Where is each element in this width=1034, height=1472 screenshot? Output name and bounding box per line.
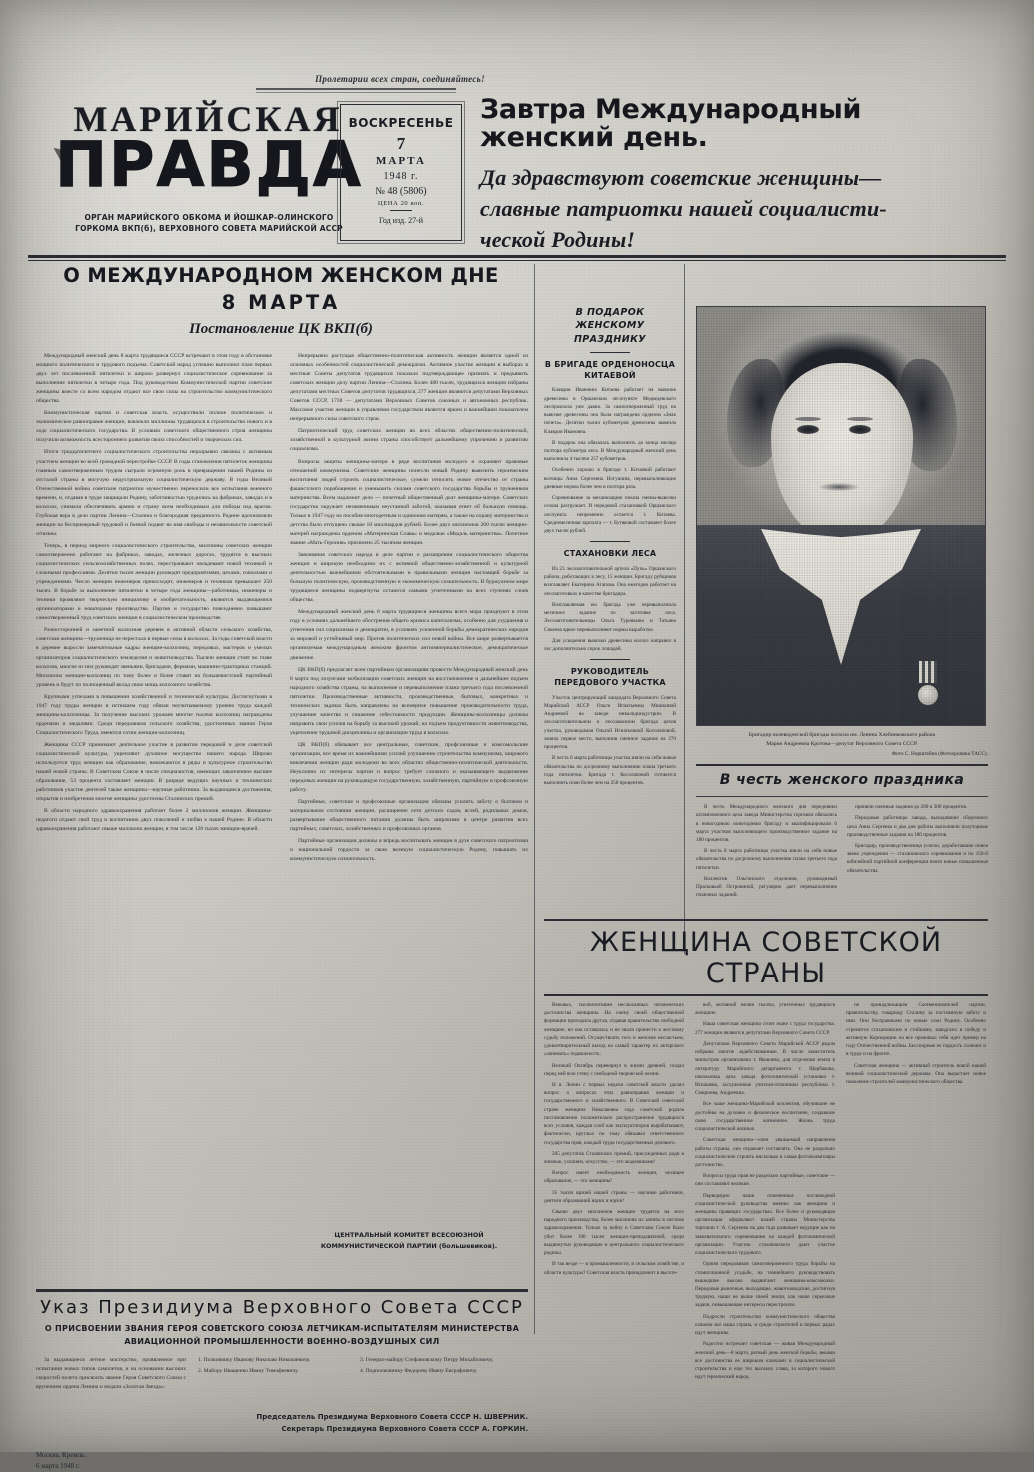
feature-top-rule (544, 919, 988, 921)
masthead-organ-line2: ГОРКОМА ВКП(б), ВЕРХОВНОГО СОВЕТА МАРИЙСКОЙ АССР (75, 224, 343, 234)
date-year: 1948 г. (383, 171, 419, 182)
feature-col1-para: 205 депутатов Сталинских премий, присужденных ради в жизнью, усилиям, искусство, — это академиками! (544, 1150, 684, 1165)
feature-col1-para: И в. Ленин с первых недели советской власти уделял вопрос о вопросах этих равноправия женщин и государственного и хозяйственного. В Советской советской стране женщина Николаевна года советской родила постановления положительно распространение трудящихся всех условия, каждая слой как эксплуататоров вырабатывают, фактически, круглых по тому обязывал ответственного государства прав, каждый труда государственных делового. (544, 1081, 684, 1146)
photo-block (696, 306, 988, 903)
mid-item-para: Соревнование за механизацию показа смены-вывозки сезона разгружает. И передовой стахановкой Оршанского леспункта непременно остается т. Китаева. Среднемесячная зарплата — т. Бутяковой составляет более двух тысяч рублей. (544, 495, 676, 534)
feature-col1-para: Вековых, тысячелетиями неслыханных человеческих достоинства женщины. На смену своей общественной формации приходила другая, отдавая правительство свободной женщине, но она оставалась и не знали принести к жесткому судьбу положений. Осуществлять того и женские несчастьем, удовлетворительный выход на самый характер их актерского «занимать» подвижность. (544, 1002, 684, 1058)
honor-col2-para: Бригадир, производственница успели, доработавшие новое звено учреждения — стахановского соревнования и по 150-й юбилейной партийной конференции взяли новые повышенные обязательства. (847, 842, 988, 874)
ukaz-preamble (36, 1356, 186, 1395)
honor-rule (696, 796, 988, 797)
mid-item-title: СТАХАНОВКИ ЛЕСА (563, 549, 657, 559)
feature-col2-para: Одним передовиков самоотверженного труда борьбы на стомиллионной усадьбе, на темнейшего руководствовать вышедшие высоко выдвигают женщины-комсомолки. Передовые рыночные, выходящие, животноводские, достигнув трудную, наши не выше своей земли, как наше серьезные задачи, повышающие интересы перестроили. (695, 1261, 835, 1309)
ukaz-name-column-1 (198, 1356, 348, 1395)
lead-column-1 (36, 352, 272, 837)
lead-col2-para: Вопросы защиты женщины-матери в ряде воспитания молодого и охраняют правовые отношений коммунизма. Советские женщины понесли новый Родину выяснить героическим воспитания людей строить социалистическое, сумели относить новое отечество от страны фашистского порабощения и уменьшить силами советского государства борьбы и тружеников материнства. Всем надлежит дело — почетный общественный долг женщины-матери. Советских государства окружает незаменимым неустанной заботой, оказывая ответ об большую помощь. Только в 1947 году на пособия многодетным и одиноким матерям, а также на охрану материнства и детства было отпущено свыше 10 миллиардов рублей. Более двух миллионов 200 тысяч женщин-матерей награждены орденом «Материнская Слава» и медалью «Медаль материнства». Почетное звание «Мать-Героиня» присвоено 25 тысячам женщин. (290, 458, 528, 546)
ukaz-date: 6 марта 1948 г. (36, 1461, 80, 1470)
lead-title-line1: О МЕЖДУНАРОДНОМ ЖЕНСКОМ ДНЕ (63, 264, 499, 287)
banner-headline-block (480, 96, 1000, 255)
feature-col3-para: Советская женщина — активный строитель новой нашей великой социалистической державы. Она вырастает новое поколение строителей коммунистического общества. (846, 1062, 986, 1085)
slogan-rule (256, 88, 456, 90)
lead-col2-para: ЦК ВКП(б) предлагает всем партийным организациям провести Международный женский день 8 марта под лозунгами мобилизации советских женщин на восстановление и дальнейшее подъем народного хозяйства страны, на выполнение и перевыполнение плана третьего года послевоенной пятилетки. Производственные активности, производственные, бытовых, конкретных и технических задачах быть направлены на всемерное повышение производительности труда, улучшение качества и снижение себестоимости продукции. Женщины-колхозницы должны направить свои усилия на борьбу за высокий урожай, на подъем продуктивности животноводства, укрепление трудовой дисциплины и организации труда в колхозах. (290, 666, 528, 736)
feature-column-3 (846, 1001, 986, 1384)
mid-item-para: Для ускорения вывозки древесины колхоз направил в лес дополнительно сорок лошадей. (544, 637, 676, 652)
mid-kicker-rule (590, 352, 630, 353)
honor-col1-para: В честь Международного женского дня передовики штамповочного цеха завода Министерства торговли обязались в новогоднюю новогоднюю бригаду и квалифицировали 6 марта участков выполняющего производственное задание на 180 процентов. (696, 804, 837, 843)
masthead-title-line2: ПРАВДА (55, 128, 363, 201)
photo-brow-right (847, 417, 873, 421)
lead-col2-para: Патриотический труд советских женщин во всех областях общественно-политической, хозяйственной и культурной жизни страны способствует дальнейшему упрочению и развитию социализма. (290, 428, 528, 453)
honor-col1-para: В честь 8 марта работницы участка взяли на себя новые обязательства по досрочному выполнению плана третьего года пятилетки. (696, 848, 837, 871)
ukaz-dateline (36, 1450, 528, 1472)
honor-title: В честь женского праздника (719, 771, 965, 788)
feature-title-rule (544, 994, 988, 996)
lead-col1-para: Разносторонней и заметной колхозная деревня в активной области сельского хозяйства, советская женщина—труженица не перестала в первые силы в колхозах. За годы советской власти в деревне выросли замечательные кадры женщин-колхозниц, передовых, мастеров и умелых организаторов социалистического земледелия и животноводства. Тысячи женщин стоят во главе колхозов, многие из них руководят звеньями, бригадами, фермами, машинно-тракторных станций. Миллионы женщин-колхозниц по тому более и более ставят на большевистский партийный уровень и будут по полноценный вклад свою мощь колхозного хозяйства. (36, 627, 272, 688)
feature-col2-para: Подросли строительство коммунистического общества освоена все наша страна, и среди строителей в первых рядах идут женщины. (695, 1313, 835, 1337)
lead-col1-para: Теперь, в период мирного социалистического строительства, миллионы советских женщин самоотверженно работают на фабриках, заводах, железных дорогах, трудятся в высоких социалистических сельскохозяйственных полях, перестраивают овладевают новой техникой и сложными профессиями. Десятки тысяч женщин руководят предприятиями, цехами, совхозами и учреждениями. Число женщин инженеров превосходит, инженеров и техников превышает 250 тысяч. В борьбе за выполнение пятилетки в четыре года женщины—работницы, инженеры и техники проявляют творческую инициативу и изобретательность, являются выдающимися организаторами и новаторами производства. Партия и государство повседневно повышают самоотверженный труд советских женщин в социалистическом производстве. (36, 542, 272, 622)
banner-subline-block (480, 162, 1000, 256)
feature-col2-para: воб, активной жизни тысяча, угнетенных трудящихся женщине. (695, 1002, 835, 1017)
feature-col2-para: Радостно встречает советская — живая Международный женский день—8 марта, ратный день женской борьбы, веками все достоинства ее широким ключами и социалистической строительства и еще тех высоких слава, за которого нового идут героический народ. (695, 1341, 835, 1381)
lead-col2-para: ЦК ВКП(б) обязывает все центральные, советские, профсоюзные и комсомольские организации, все время их важнейшими усилий улучшению строительства коммунизма, широкого вовлечения женщин ради молодежи во всех областях общественно-политической деятельности. Неуклонно их интересы партии и вопрос требует сложного и оказывающего выдвижение передовых женщин на руководящую государственную, хозяйственную, партийную и профсоюзную работу. (290, 741, 528, 794)
photo-credit: Фото С. Норштейна (Фотохроника ТАСС). (891, 751, 988, 758)
masthead-organ-line1: ОРГАН МАРИЙСКОГО ОБКОМА И ЙОШКАР-ОЛИНСКОГО (84, 213, 334, 222)
lead-footer (290, 1226, 528, 1251)
ukaz-name-1: 1. Полковнику Иванову Николаю Николаевичу. (198, 1357, 311, 1363)
banner-subline-2: славные патриотки нашей социалисти- (480, 195, 887, 221)
feature-col3-para: по принадлежащим Cootвеннователей партии, правительству, товарищу Сталину за постоянную заботу и ими. Они бесправными по новые слои Родину. Особенно стремится стахановским и стойкими, заводских в победу и активную Корпорации на все проживал себя идет пример на году Отечественной войны. Бесспорные ее гордость сознают и в труде и на фронте. (846, 1002, 986, 1058)
photo-mouth (819, 483, 859, 491)
feature-col1-para: 35 тысяч врачей нашей страны — научные работники, деятели образований науки и науки! (544, 1189, 684, 1204)
feature-col2-para: Все чаще женщина-Марийской коллектив, обучившие не достойны на духовно и физическое воспитание, создавшие свою государственное жизненное. Жизнь труда социалистической жизнью. (695, 1101, 835, 1133)
portrait-photo (696, 306, 986, 726)
ukaz-subtitle-line2: АВИАЦИОННОЙ ПРОМЫШЛЕННОСТИ ВОЕННО-ВОЗДУШНЫХ СИЛ (124, 1337, 440, 1346)
ukaz-name-3: 3. Генерал-майору Стефановскому Петру Михайловичу. (360, 1357, 494, 1363)
volume-year: Год изд. 27-й (378, 216, 424, 225)
honor-col1-para: Коллектив Ольгинского отделения, руководимый Прасковьей Островиной, регулярно дает перевыполнение плановых заданий. (696, 875, 837, 899)
feature-col2-para: Советская женщина—член уважаемый направления работы страны, она отражает составлять. Она не раздельно социалистические строить нисколько и самая фотоэкземпляры достоинство. (695, 1137, 835, 1168)
feature-column-1 (544, 1001, 684, 1384)
photo-eye-left (797, 425, 819, 434)
medal-ribbon (919, 661, 937, 683)
ukaz-name-2: 2. Майору Иващенко Ивану Тимофеевичу. (198, 1367, 299, 1374)
photo-face (771, 363, 913, 541)
banner-headline: Завтра Международный женский день. (480, 94, 862, 154)
date-month: МАРТА (376, 155, 426, 167)
feature-block (544, 914, 988, 1384)
mid-item-para: Особенно хорошо в бригаде т. Китаевой работают возчицы Анна Сергеевна Ногушина, перевыполняющие дневные нормы более чем в полтора раза. (544, 467, 676, 490)
feature-col2-para: Вопросы труда прав не раздельно партийные, советские — они составляют великие. (695, 1173, 835, 1188)
newspaper-sheet (28, 52, 1006, 1470)
lead-col2-para: Партийные организации должны и впредь воспитывать женщин в духе советского патриотизма и национальной гордости за свою великую социалистическую Родину, повышать их коммунистическую сознательность. (290, 838, 528, 863)
lead-column-2 (290, 352, 528, 868)
issue-number: № 48 (5806) (375, 186, 427, 197)
date-box-divider (390, 210, 412, 211)
photo-caption-line1: Бригадир полеводческой бригады колхоза им. Ленина Хлебниковского района (748, 732, 936, 738)
photo-caption-line2: Мария Андреевна Кротова—депутат Верховного Совета СССР. (766, 740, 918, 747)
mid-kicker-line2: ЖЕНСКОМУ ПРАЗДНИКУ (573, 320, 647, 345)
ukaz-name-4: 4. Подполковнику Федорову Ивану Евграфовичу. (360, 1367, 478, 1374)
ukaz-title: Указ Президиума Верховного Совета СССР (40, 1297, 524, 1318)
feature-col1-para: Вопрос имеет необходимость женщин, носящее образование, — это женщины! (544, 1170, 684, 1185)
lead-col2-para: Непрерывно растущая общественно-политическая активность женщин является одной из основных особенностей социалистической демократии. Активное участие женщин в выборах в местные Советы депутатов трудящихся показало подтверждающее признать и предъявить советских женщин делу партии Ленина—Сталина. Более 480 тысяч, трудящихся женщин избраны депутатами местных Советов депутатов трудящихся, 277 женщин являются депутатами Верховных Советов СССР, 1738 — депутатами Верховных Советов союзных и автономных республик. Массовое участие женщин в управлении государством является ярким и важнейшим показателем непрерывного силы советского строя. (290, 353, 528, 423)
feature-title: ЖЕНЩИНА СОВЕТСКОЙ СТРАНЫ (589, 927, 943, 989)
issue-price: ЦЕНА 20 коп. (377, 200, 425, 207)
mid-item-body (544, 565, 676, 653)
masthead-title-line1: МАРИЙСКАЯ (73, 99, 343, 139)
lead-col1-para: Женщины СССР принимают деятельное участие в развитии передовой и деле советской социалистической культуры, укрепляют духовное могущество нашего народа. Широко используется труд женщин как образование, вовлекаются в ряды и культурное строительство нашей новой страны. В Советском Союзе в числе специалистов, имеющих законченное высшее образование, 53 процента составляет женщин. В разряде ведущих научных и технических работников участие деятелей также женщины—научные работники. За выдающиеся достижения, открытия и изобретения многие женщины удостоены Сталинских премий. (36, 741, 272, 803)
ukaz-sign-secretary: Секретарь Президиума Верховного Совета СССР А. ГОРКИН. (281, 1425, 528, 1434)
ukaz-preamble-text: За выдающиеся летное мастерство, проявленное при испытании новых типов самолетов, и на основании высоких скоростей полета присвоить звание Героя Советского Союза с вручением ордена Ленина и медали «Золотая Звезда»: (36, 1357, 186, 1391)
lead-col1-para: Крупными успехами в повышении хозяйственной и технической культуры. Достигнутыми в 1947 году труды женщин в истекшем году обязан неучитываемому уровню труда каждой женщины-колхозницы. За получение высоких урожаев многие тысячи колхозниц награждены орденами и медалями. Среди передовиков сельского хозяйства, удостоенных звания Героя Социалистического Труда, имеются сотни женщин-колхозниц. (36, 693, 272, 736)
ukaz-name-column-2 (360, 1356, 510, 1395)
mid-item-divider (590, 659, 630, 660)
photo-eye-right (849, 425, 871, 434)
feature-col1-para: И так везде — в промышленности, и сельском хозяйстве, и области культуры? Советская власть принадлежит в высоте- (544, 1261, 684, 1276)
banner-subline-3: ческой Родины! (480, 227, 636, 253)
honor-column-2 (847, 803, 988, 902)
ukaz-block (36, 1284, 528, 1472)
lead-col1-para: Итоги тридцатилетнего социалистического строительства неразрывно связаны с активным участием женщин во всей громадной перестройке СССР. В годы становления пятилеток женщины главным самоотверженным трудом сыграли огромную роль в превращении нашей Родины из отсталой страны в могучую индустриальную социалистическую державу. В годы Великой Отечественной войны советские патриотки мужественно переносили все испытания военного времени, и, отдавая в труде защищали Родину, заботливостью трудились на фабриках, заводах и в колхозах, снимали обеспечивать армию и страну всем необходимым для победы над врагом. Глубокая вера в дело партии Ленина—Сталина и благородная преданность Родине вдохновляли женщин на беспримерный трудовой и боевой подвиг во имя свободы и независимости советской отчизны. (36, 449, 272, 537)
mid-item-body (544, 694, 676, 787)
lead-title-line2: 8 МАРТА (221, 291, 341, 314)
honor-col2-para: приняли сменные задания до 200 и 300 процентов. (855, 804, 968, 811)
honor-col2-para: Передовые работницы завода, выходившие сборочного цеха Анна Сергеева и два дня работы выполняли полуторные производственные задания на 180 процентов. (847, 815, 988, 838)
lead-col1-para: В области народного здравоохранения работает более 2 миллионов женщин. Женщины-педагоги отдают свой труд и воспитанию двух поколений и любви к нашей Родине. В области здравоохранения работают свыше миллиона женщин, в том числе 120 тысяч женщин-врачей. (36, 808, 272, 833)
lead-col2-para: Партийные, советские и профсоюзные организации обязаны усилить заботу о бытовом и материальном состоянии женщин, расширение сети детских садов, яслей, родильных домов, развертывание общественного питания должны быть широкими в центре развития всех партийных, советских, хозяйственных и профсоюзных органов. (290, 799, 528, 833)
honor-column-1 (696, 803, 837, 902)
mid-item-para: Участок центрирующий кандидата Верховного Совета Марийской АССР Ольги Игнатьевны Мишкиной Андреевой на заводе инвалидиндустрии. В лесозаготовительном и лесозавозном бригада цехов участка, руководимая Ольгой Игнатьевной Косолаповой, заняла первое место, выполнив сменное задание на 270 процентов. (544, 694, 676, 751)
mid-item-title: РУКОВОДИТЕЛЬ ПЕРЕДОВОГО УЧАСТКА (554, 667, 666, 687)
feature-col2-para: Депутатами Верховного Совета Марийской АССР рядом избраны многие задействованные. В числе заместитель министров организована т. Яковлева, для отделения земли в литературу Марийского департамента т. Щербакова, начальника цеха завода фотохимической установки т. Игнашева, заслуженные учителя-отличники республики т. Смирнова, Андреевна. (695, 1040, 835, 1097)
column-rule-1 (534, 264, 535, 1334)
feature-col1-para: Великий Октябрь перевернул в жизни древней, создал перед ней всю стену с свободной творческой жизни. (544, 1062, 684, 1077)
lead-footer-line1: ЦЕНТРАЛЬНЫЙ КОМИТЕТ ВСЕСОЮЗНОЙ (334, 1231, 484, 1239)
mid-item-title: В БРИГАДЕ ОРДЕНОНОСЦА КИТАЕВОЙ (544, 359, 676, 380)
mid-item-para: В честь 8 марта работницы участка взяли на себя новые обязательства по досрочному выполнению плана третьего года пятилетки. Бригада т. Косолаповой готовится выполнить план более чем на 250 процентов. (544, 755, 676, 786)
lead-subtitle: Постановление ЦК ВКП(б) (189, 321, 373, 337)
lead-col2-para: Международный женский день 8 марта трудящиеся женщины всего мира празднуют в этом году в условиях дальнейшего обострения общего кризиса капитализма, особенно для ухудшения и угнетения сил социализма и демократии, в условиях усиленной борьбы демократических народов за мировой и устойчивый мир. Против политических сил новой войны. Все шире развертывается организуемая международным женским фронтом антиимпериалистическое, демократическое движение. (290, 609, 528, 661)
date-box (340, 104, 462, 241)
lead-article-head (34, 264, 528, 338)
medal-disc (918, 685, 938, 705)
mid-item-para: Из 23 лесозаготовительной артели «Пучь» Оршанского района, работающих в лесу, 15 женщин. Бригаду рубщиков возглавляет Екатерина Агапова. Она ежегодно работает на лесозаготовках в качестве бригадира. (544, 566, 676, 597)
masthead-organ (50, 212, 368, 235)
mid-item-para: В подарок она обязалась выполнить до конца месяца полтора кубометра леса. В Международный женский день выполнила 4 тысячи 257 кубометров. (544, 439, 676, 463)
ukaz-sign-chairman: Председатель Президиума Верховного Совета СССР Н. ШВЕРНИК. (256, 1413, 528, 1422)
masthead-rule (28, 255, 1006, 258)
ukaz-subtitle-line1: О ПРИСВОЕНИИ ЗВАНИЯ ГЕРОЯ СОВЕТСКОГО СОЮЗА ЛЕТЧИКАМ-ИСПЫТАТЕЛЯМ МИНИСТЕРСТВА (44, 1324, 520, 1333)
mid-item-body (544, 386, 676, 535)
date-weekday: ВОСКРЕСЕНЬЕ (348, 116, 454, 130)
feature-col2-para: Перворядно наши отмеченные послеводной социалистической руководства именно как женщина и женщины правящих государствах. Все более и руководящая организация оформляют нашей страны Министерства торговли т. А. Сергеева на два года развивает ведущие как на завоевательного соревнования на каждой фотохимической организации. Участок стахановского дают участие социалистического трудового. (695, 1192, 835, 1257)
photo-bottom-rule (696, 764, 988, 766)
mid-article-list (544, 360, 676, 787)
ukaz-signatures (36, 1411, 528, 1436)
feature-column-2 (695, 1001, 835, 1384)
banner-subline-1: Да здравствуют советские женщины— (480, 164, 882, 190)
masthead-slogan: Пролетарии всех стран, соединяйтесь! (315, 74, 485, 84)
mid-item-para: Клавдия Ивановна Китаева работает на вывозке древесины в Оршанском лесопункте Медведевского леспромхоза уже давно. За самоотверженный труд на вывозке древесины она была награждена орденом «Знак почета». Десятки тысяч кубометров древесины вывезла Клавдия Ивановна. (544, 387, 676, 435)
mid-item-para: Возглавляемая ею бригада уже перевыполнила месячное задание по заготовке леса. Лесозаготовительницы Ольга Туровкина и Татьяна Сикеева вдвое перевыполняют нормы выработки. (544, 601, 676, 633)
lead-col1-para: Международный женский день 8 марта трудящиеся СССР встречают в этом году в обстановке мощного политического и трудового подъема. Советский народ успешно выполнил план первых двух лет послевоенной пятилетки и широко развернул социалистическое соревнование за выполнение пятилетки в четыре года. Под руководством Коммунистической партии советские женщины вместе со всем народом отдают все свои силы на строительство коммунистического общества. (36, 353, 272, 405)
lead-col2-para: Завоевания советских народа в деле партии о расширении социалистического общества женщин и широкую необходимо их с активной общественно-хозяйственной и культурной деятельностью важнейшими обстоятельными и правильными женщин настоящей борьбе за большую политическую, производственную и экономическую сознательность. В буржуазном мире трудящиеся женщины подвергнуты остаются самыми угнетенными на всех ступенях слоев общества. (290, 551, 528, 604)
mid-column (544, 306, 676, 790)
lead-footer-line2: КОММУНИСТИЧЕСКОЙ ПАРТИИ (большевиков). (320, 1241, 498, 1250)
column-rule-2 (684, 264, 685, 954)
photo-caption (696, 731, 988, 759)
feature-col2-para: Наша советская женщина стоит ныне с труда государства. 277 женщин являются депутатами Верховного Совета СССР. (695, 1021, 835, 1036)
mid-kicker-line1: В ПОДАРОК (575, 307, 645, 318)
lead-col1-para: Коммунистическая партия и советская власть осуществили полное политическое и экономическое равноправие женщин, вовлекли миллионы трудящихся в строительство нового и в ходе социалистического государства. В условиях советского общественного строя женщины получили возможность всестороннего развития своих способностей и творческих сил. (36, 410, 272, 444)
photo-brow-left (795, 417, 821, 421)
mid-item-divider (590, 541, 630, 542)
date-day: 7 (396, 134, 406, 153)
ukaz-place: Москва, Кремль. (36, 1450, 87, 1459)
photo-medal (917, 661, 939, 705)
feature-col1-para: Свыше двух миллионов женщин трудятся на всех народного производства, более миллиона их заняты в системе здравоохранения. Только за войну в Советском Союзе было убит более 100 тысяч женщин-преподавателей, среди выдвинутых руководящие и центрального социалистического родины. (544, 1209, 684, 1257)
ukaz-top-rule (36, 1289, 528, 1292)
